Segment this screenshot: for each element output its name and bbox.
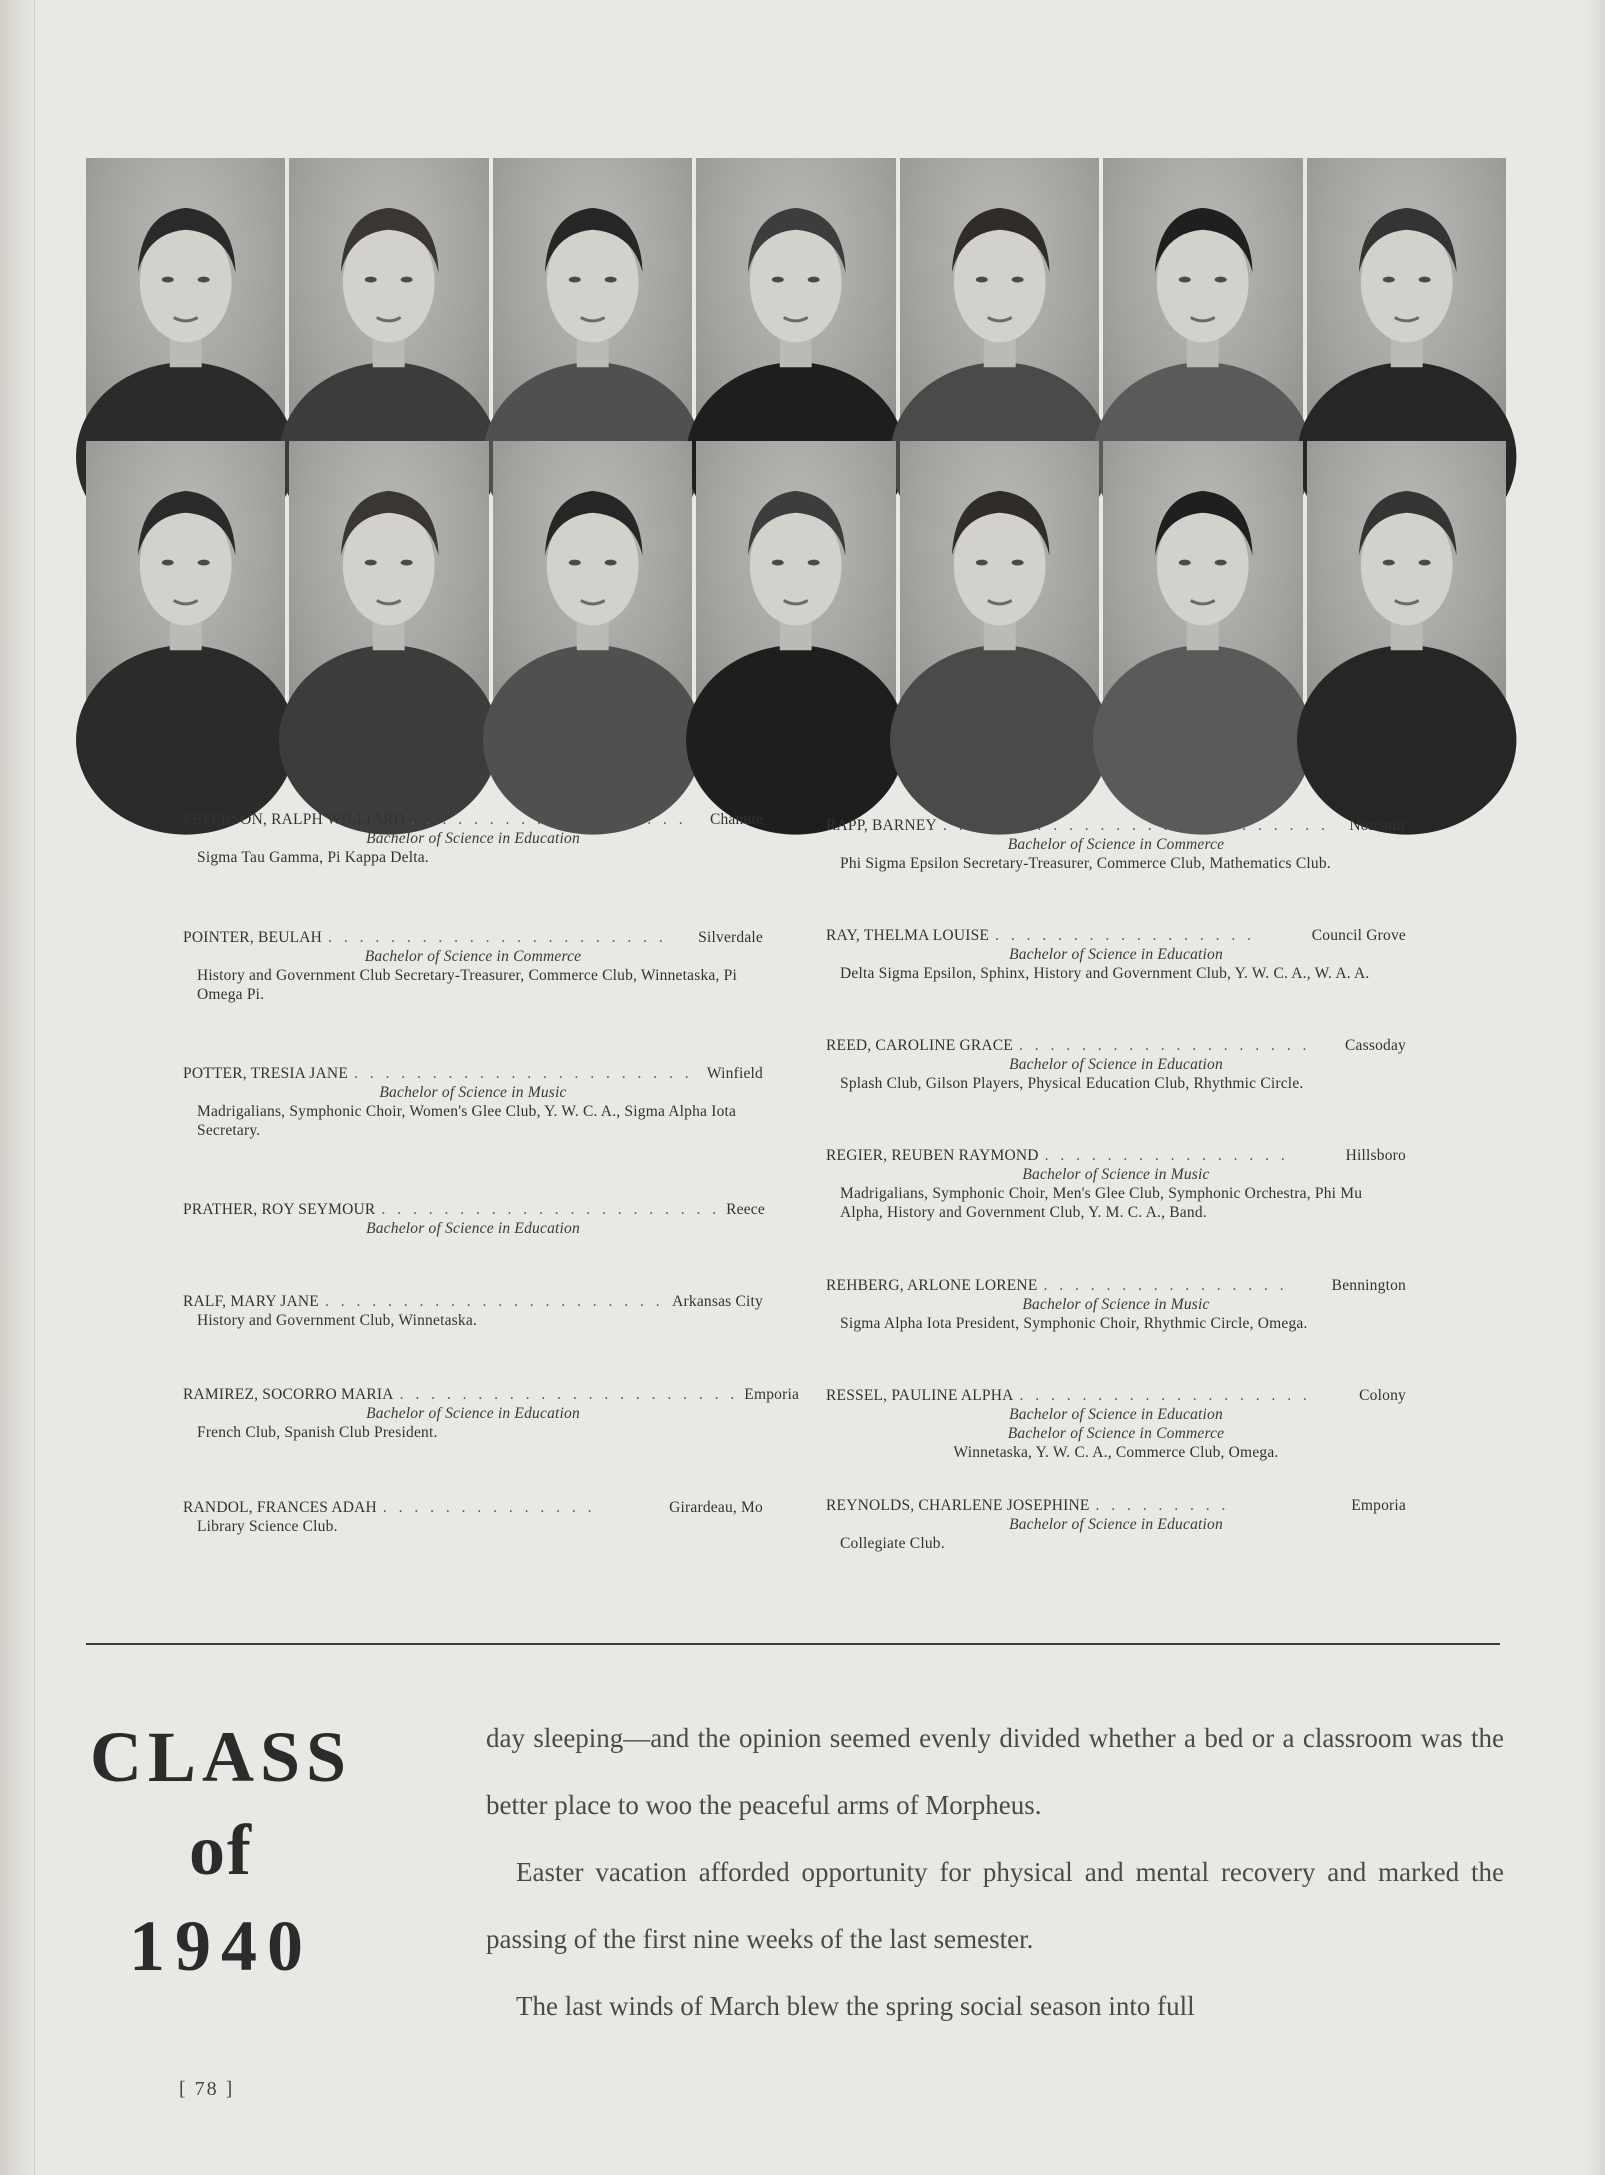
portrait-photo <box>1103 158 1302 437</box>
activities: Library Science Club. <box>197 1518 338 1535</box>
degree: Bachelor of Science in Education <box>1009 1516 1223 1533</box>
student-name: REGIER, REUBEN RAYMOND <box>826 1147 1039 1164</box>
student-portrait <box>1103 158 1302 437</box>
hometown: Bennington <box>1331 1277 1406 1294</box>
hometown: Winfield <box>706 1065 763 1082</box>
degree: Bachelor of Science in Commerce <box>1007 836 1225 853</box>
roster-entry: RAY, THELMA LOUISE . . . . . . . . . . . . . . . . . Council Grove Bachelor of Science in Education Delta Sigma Epsilon, Sphinx, History and Government Club, Y. W. C. A., W. A. A. <box>826 927 1406 982</box>
hometown: Council Grove <box>1311 927 1406 944</box>
portrait-photo <box>696 158 895 437</box>
portrait-photo <box>1103 441 1302 720</box>
degree: Bachelor of Science in Education <box>1009 1406 1223 1423</box>
student-name: PETERSON, RALPH WILLIARD <box>183 811 405 828</box>
portrait-photo <box>900 441 1099 720</box>
hometown: Emporia <box>744 1386 800 1403</box>
narrative-paragraph: day sleeping—and the opinion seemed evenly divided whether a bed or a classroom was the better place to woo the peaceful arms of Morpheus. <box>486 1723 1504 1820</box>
degree: Bachelor of Science in Music <box>1022 1166 1210 1183</box>
portrait-photo <box>289 441 488 720</box>
portrait-photo <box>1307 441 1506 720</box>
portrait-photo <box>493 441 692 720</box>
student-portrait <box>493 441 692 720</box>
portrait-photo <box>900 158 1099 437</box>
student-name: RANDOL, FRANCES ADAH <box>183 1499 377 1516</box>
roster-entry: REHBERG, ARLONE LORENE . . . . . . . . . . . . . . . . Bennington Bachelor of Science in Music Sigma Alpha Iota President, Symphonic Choir, Rhythmic Circle, Omega. <box>826 1277 1406 1332</box>
narrative-text <box>486 1705 1504 2040</box>
student-name: PRATHER, ROY SEYMOUR <box>183 1201 376 1218</box>
activities: Phi Sigma Epsilon Secretary-Treasurer, Commerce Club, Mathematics Club. <box>840 855 1331 872</box>
student-portrait <box>900 441 1099 720</box>
degree: Bachelor of Science in Education <box>366 1220 580 1237</box>
activities: Sigma Tau Gamma, Pi Kappa Delta. <box>197 849 429 866</box>
hometown: Cassoday <box>1344 1037 1406 1054</box>
roster-entry: RAMIREZ, SOCORRO MARIA . . . . . . . . . . . . . . . . . . . . . . Emporia Bachelor of Science in Education French Club, Spanish Club President. <box>183 1386 800 1441</box>
page-edge <box>1587 0 1605 2175</box>
hometown: Emporia <box>1351 1497 1406 1514</box>
degree: Bachelor of Science in Music <box>379 1084 567 1101</box>
roster-entry: RANDOL, FRANCES ADAH . . . . . . . . . . . . . . Girardeau, Mo Library Science Club. <box>183 1499 763 1535</box>
portrait-photo <box>1307 158 1506 437</box>
roster-right-column <box>826 816 1406 1576</box>
activities: Sigma Alpha Iota President, Symphonic Choir, Rhythmic Circle, Omega. <box>840 1315 1308 1332</box>
roster-entry: POTTER, TRESIA JANE . . . . . . . . . . . . . . . . . . . . . . Winfield Bachelor of Science in Music Madrigalians, Symphonic Choir, Women's Glee Club, Y. W. C. A., Sigma Alpha Iota Secretary. <box>183 1065 763 1139</box>
page-spine <box>0 0 35 2175</box>
student-name: REED, CAROLINE GRACE <box>826 1037 1013 1054</box>
hometown: Colony <box>1359 1387 1406 1404</box>
portrait-grid <box>86 158 1506 720</box>
roster-entry: POINTER, BEULAH . . . . . . . . . . . . . . . . . . . . . . Silverdale Bachelor of Science in Commerce History and Government Club Secretary-Treasurer, Commerce Club, Winnetaska, Pi Omega Pi. <box>183 929 763 1003</box>
student-name: RALF, MARY JANE <box>183 1293 319 1310</box>
student-name: REHBERG, ARLONE LORENE <box>826 1277 1038 1294</box>
roster-entry: PRATHER, ROY SEYMOUR . . . . . . . . . . . . . . . . . . . . . . Reece Bachelor of Science in Education <box>183 1201 765 1237</box>
page-number: [ 78 ] <box>179 2078 235 2100</box>
activities: Madrigalians, Symphonic Choir, Men's Glee Club, Symphonic Orchestra, Phi Mu Alpha, History and Government Club, Y. M. C. A., Band. <box>840 1185 1363 1221</box>
hometown: Silverdale <box>698 929 763 946</box>
portrait-photo <box>493 158 692 437</box>
degree: Bachelor of Science in Education <box>1009 1056 1223 1073</box>
roster-entry: REYNOLDS, CHARLENE JOSEPHINE . . . . . . . . . Emporia Bachelor of Science in Education Collegiate Club. <box>826 1497 1406 1552</box>
roster-entry: PETERSON, RALPH WILLIARD . . . . . . . . . . . . . . . . . . Chanute Bachelor of Science in Education Sigma Tau Gamma, Pi Kappa Delta. <box>183 811 763 866</box>
degree: Bachelor of Science in Music <box>1022 1296 1210 1313</box>
degree: Bachelor of Science in Education <box>366 830 580 847</box>
section-divider <box>86 1643 1500 1645</box>
hometown: Girardeau, Mo <box>669 1499 763 1516</box>
roster-entry: RALF, MARY JANE . . . . . . . . . . . . . . . . . . . . . . Arkansas City History and Government Club, Winnetaska. <box>183 1293 763 1329</box>
activities: Winnetaska, Y. W. C. A., Commerce Club, Omega. <box>953 1444 1279 1461</box>
student-name: RESSEL, PAULINE ALPHA <box>826 1387 1014 1404</box>
narrative-paragraph: The last winds of March blew the spring social season into full <box>516 1991 1195 2021</box>
class-title-line1: CLASS <box>89 1717 353 1797</box>
class-title <box>86 1712 356 1994</box>
student-name: RAPP, BARNEY <box>826 817 937 834</box>
roster-entry: RAPP, BARNEY . . . . . . . . . . . . . . . . . . . . . . . . . Norcatur Bachelor of Science in Commerce Phi Sigma Epsilon Secretary-Treasurer, Commerce Club, Mathematics Club. <box>826 817 1406 872</box>
degree: Bachelor of Science in Education <box>366 1405 580 1422</box>
student-portrait <box>900 158 1099 437</box>
class-title-line3: 1940 <box>129 1906 313 1986</box>
student-name: REYNOLDS, CHARLENE JOSEPHINE <box>826 1497 1090 1514</box>
student-name: RAMIREZ, SOCORRO MARIA <box>183 1386 394 1403</box>
hometown: Arkansas City <box>672 1293 763 1310</box>
portrait-photo <box>696 441 895 720</box>
student-portrait <box>1307 441 1506 720</box>
hometown: Hillsboro <box>1345 1147 1406 1164</box>
student-portrait <box>1103 441 1302 720</box>
degree: Bachelor of Science in Education <box>1009 946 1223 963</box>
student-portrait <box>86 441 285 720</box>
roster-entry: RESSEL, PAULINE ALPHA . . . . . . . . . . . . . . . . . . . Colony Bachelor of Science in Education Bachelor of Science in Commerce Winnetaska, Y. W. C. A., Commerce Club, Omega. <box>826 1387 1406 1461</box>
narrative-paragraph: Easter vacation afforded opportunity for physical and mental recovery and marked the passing of the first nine weeks of the last semester. <box>486 1857 1504 1954</box>
student-name: RAY, THELMA LOUISE <box>826 927 990 944</box>
activities: Delta Sigma Epsilon, Sphinx, History and Government Club, Y. W. C. A., W. A. A. <box>840 965 1370 982</box>
portrait-photo <box>86 158 285 437</box>
hometown: Reece <box>726 1201 765 1218</box>
activities: History and Government Club Secretary-Treasurer, Commerce Club, Winnetaska, Pi Omega Pi. <box>197 967 737 1003</box>
portrait-photo <box>86 441 285 720</box>
student-name: POTTER, TRESIA JANE <box>183 1065 348 1082</box>
roster-entry: REGIER, REUBEN RAYMOND . . . . . . . . . . . . . . . . Hillsboro Bachelor of Science in Music Madrigalians, Symphonic Choir, Men's Glee Club, Symphonic Orchestra, Phi Mu Alpha, History and Government Club, Y. M. C. A., Band. <box>826 1147 1406 1221</box>
student-portrait <box>696 158 895 437</box>
activities: History and Government Club, Winnetaska. <box>197 1312 478 1329</box>
student-name: POINTER, BEULAH <box>183 929 323 946</box>
student-portrait <box>493 158 692 437</box>
student-portrait <box>289 158 488 437</box>
hometown: Norcatur <box>1349 817 1406 834</box>
degree: Bachelor of Science in Commerce <box>364 948 582 965</box>
degree: Bachelor of Science in Commerce <box>1007 1425 1225 1442</box>
hometown: Chanute <box>709 811 763 828</box>
activities: Collegiate Club. <box>840 1535 945 1552</box>
student-portrait <box>696 441 895 720</box>
portrait-photo <box>289 158 488 437</box>
activities: Madrigalians, Symphonic Choir, Women's Glee Club, Y. W. C. A., Sigma Alpha Iota Secretary. <box>197 1103 737 1139</box>
student-portrait <box>86 158 285 437</box>
class-title-line2: of <box>189 1810 253 1890</box>
student-portrait <box>1307 158 1506 437</box>
student-portrait <box>289 441 488 720</box>
activities: Splash Club, Gilson Players, Physical Education Club, Rhythmic Circle. <box>840 1075 1304 1092</box>
roster-entry: REED, CAROLINE GRACE . . . . . . . . . . . . . . . . . . . Cassoday Bachelor of Science in Education Splash Club, Gilson Players, Physical Education Club, Rhythmic Circle. <box>826 1037 1406 1092</box>
roster-left-column <box>183 810 800 1570</box>
activities: French Club, Spanish Club President. <box>197 1424 438 1441</box>
